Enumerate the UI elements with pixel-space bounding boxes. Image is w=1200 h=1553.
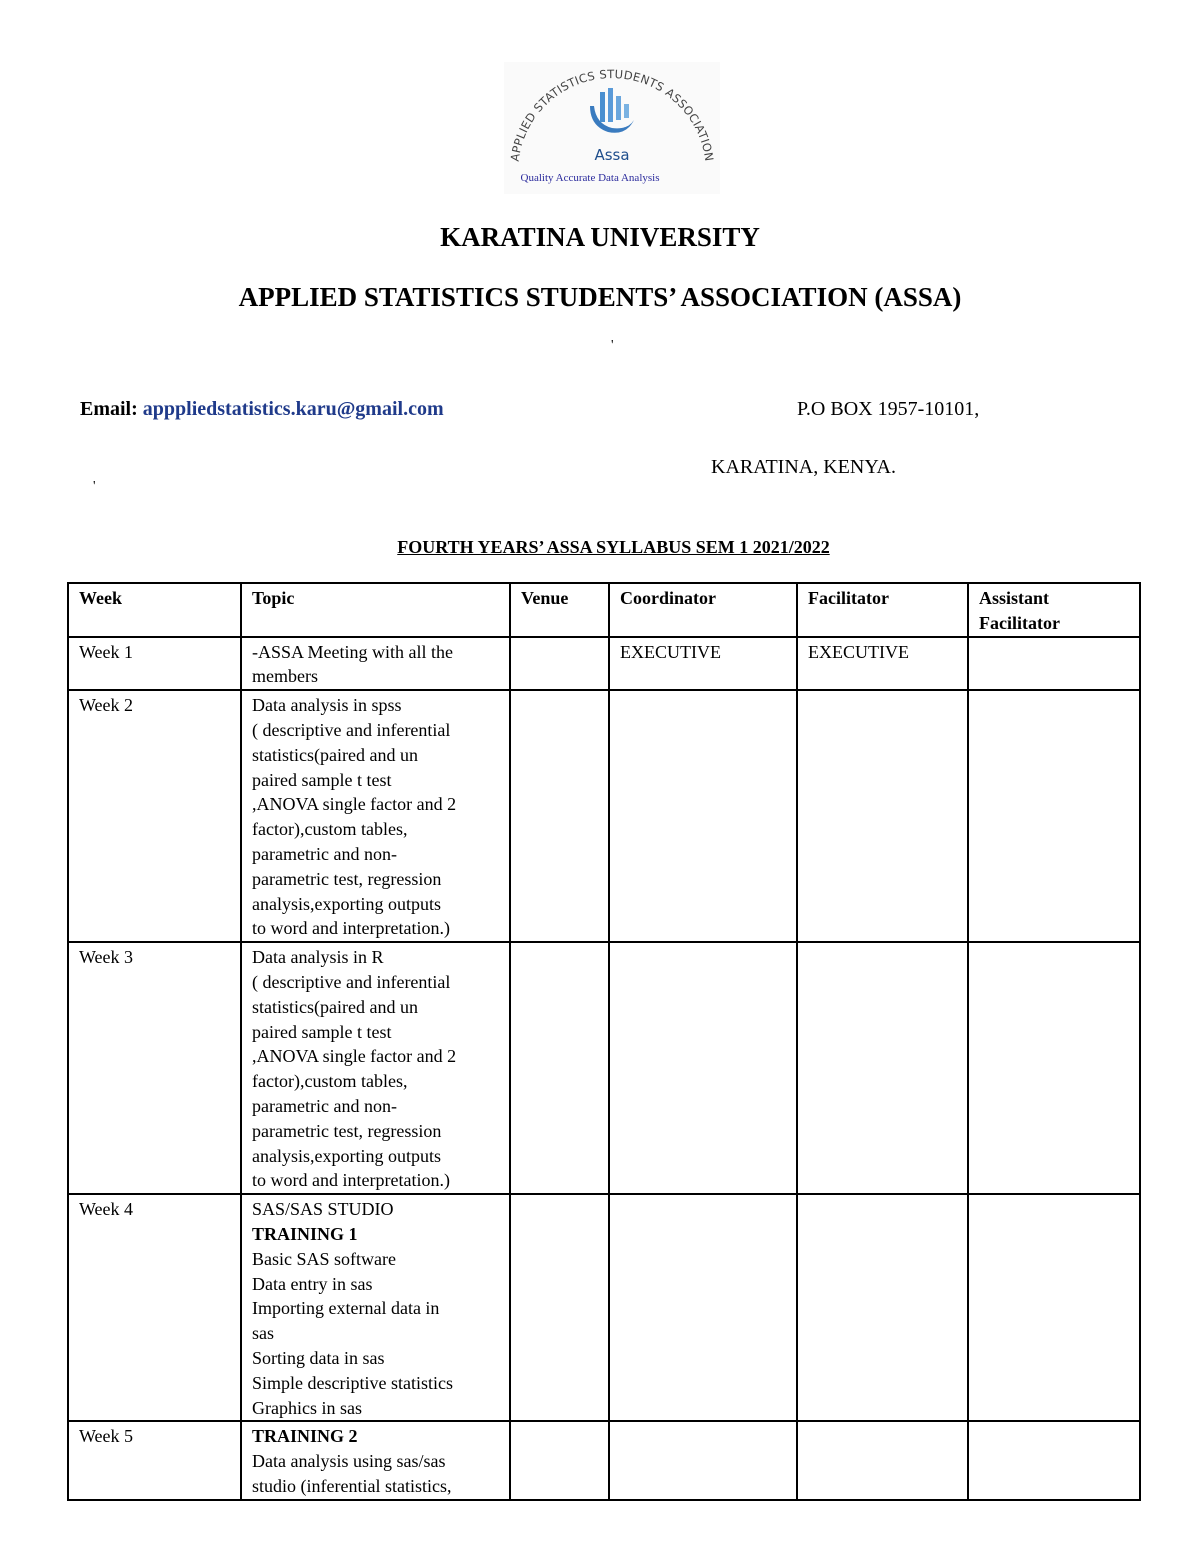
assistant-facilitator-cell [968,1421,1140,1499]
university-title: KARATINA UNIVERSITY [440,222,760,252]
topic-line: TRAINING 1 [252,1223,358,1244]
table-row [68,637,1140,691]
facilitator-cell: EXECUTIVE [797,637,968,691]
topic-line: Data analysis using sas/sas [252,1451,446,1472]
topic-line: paired sample t test [252,769,392,790]
topic-line: parametric test, regression [252,1120,442,1141]
topic-line: analysis,exporting outputs [252,893,441,914]
venue-cell [510,1421,609,1499]
topic-line: ( descriptive and inferential [252,971,451,992]
association-logo [504,62,720,194]
topic-line: Basic SAS software [252,1248,396,1269]
assistant-facilitator-cell [968,942,1140,1194]
topic-cell [241,942,510,1194]
stray-mark: ' [611,338,614,353]
table-row [68,942,1140,1194]
topic-line: ( descriptive and inferential [252,719,451,740]
topic-line: ,ANOVA single factor and 2 [252,794,457,815]
topic-cell [241,1194,510,1421]
topic-line: -ASSA Meeting with all the [252,641,453,662]
week-cell: Week 5 [68,1421,241,1499]
topic-line: paired sample t test [252,1021,392,1042]
facilitator-cell [797,1194,968,1421]
column-header-venue: Venue [510,583,609,637]
topic-line: Graphics in sas [252,1397,362,1418]
column-header-assistant-facilitator: Assistant Facilitator [968,583,1140,637]
table-row [68,1194,1140,1421]
coordinator-cell [609,942,797,1194]
coordinator-cell [609,1421,797,1499]
topic-line: ,ANOVA single factor and 2 [252,1046,457,1067]
venue-cell [510,637,609,691]
coordinator-cell: EXECUTIVE [609,637,797,691]
column-header-coordinator: Coordinator [609,583,797,637]
logo-tagline: Quality Accurate Data Analysis [520,172,660,184]
topic-line: Data entry in sas [252,1273,373,1294]
topic-line: Data analysis in R [252,947,384,968]
table-row [68,1421,1140,1499]
coordinator-cell [609,690,797,942]
topic-line: Importing external data in [252,1298,440,1319]
facilitator-cell [797,690,968,942]
assistant-facilitator-cell [968,690,1140,942]
logo-arc-text: APPLIED STATISTICS STUDENTS ASSOCIATION [507,66,717,163]
logo-name: Assa [594,146,630,164]
assistant-facilitator-cell [968,637,1140,691]
email-link[interactable]: apppliedstatistics.karu@gmail.com [142,398,444,420]
topic-line: analysis,exporting outputs [252,1145,441,1166]
topic-line: statistics(paired and un [252,744,418,765]
stray-mark: ' [93,479,96,494]
facilitator-cell [797,1421,968,1499]
topic-line: Data analysis in spss [252,695,402,716]
email-line [80,398,444,421]
topic-line: factor),custom tables, [252,819,408,840]
syllabus-title: FOURTH YEARS’ ASSA SYLLABUS SEM 1 2021/2022 [397,537,830,557]
facilitator-cell [797,942,968,1194]
email-label: Email: [80,398,138,420]
topic-line: SAS/SAS STUDIO [252,1199,394,1220]
table-header-row [68,583,1140,637]
topic-line: studio (inferential statistics, [252,1475,452,1496]
topic-line: TRAINING 2 [252,1426,358,1447]
association-title: APPLIED STATISTICS STUDENTS’ ASSOCIATION (ASSA) [238,282,962,312]
column-header-facilitator: Facilitator [797,583,968,637]
topic-line: sas [252,1323,274,1344]
topic-line: statistics(paired and un [252,996,418,1017]
topic-cell [241,690,510,942]
assistant-facilitator-cell [968,1194,1140,1421]
column-header-week: Week [68,583,241,637]
venue-cell [510,1194,609,1421]
topic-line: parametric and non- [252,843,397,864]
week-cell: Week 3 [68,942,241,1194]
venue-cell [510,690,609,942]
topic-cell [241,637,510,691]
week-cell: Week 4 [68,1194,241,1421]
venue-cell [510,942,609,1194]
table-body [68,637,1140,1500]
po-box: P.O BOX 1957-10101, [797,398,980,420]
syllabus-table [67,582,1141,1501]
topic-line: to word and interpretation.) [252,918,450,939]
city-country: KARATINA, KENYA. [711,456,896,478]
topic-line: members [252,666,318,687]
topic-line: Simple descriptive statistics [252,1372,453,1393]
coordinator-cell [609,1194,797,1421]
column-header-topic: Topic [241,583,510,637]
topic-line: factor),custom tables, [252,1071,408,1092]
topic-cell [241,1421,510,1499]
topic-line: Sorting data in sas [252,1347,385,1368]
week-cell: Week 2 [68,690,241,942]
topic-line: parametric and non- [252,1095,397,1116]
table-row [68,690,1140,942]
week-cell: Week 1 [68,637,241,691]
topic-line: parametric test, regression [252,868,442,889]
topic-line: to word and interpretation.) [252,1170,450,1191]
